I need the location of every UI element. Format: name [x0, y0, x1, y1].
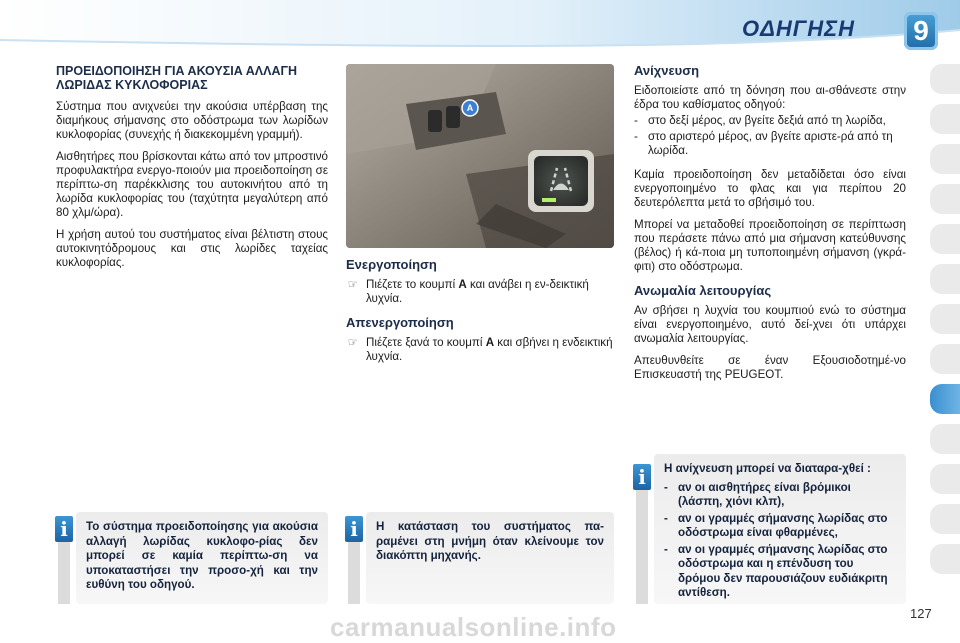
chapter-title: ΟΔΗΓΗΣΗ [742, 16, 855, 41]
note-bar [348, 534, 360, 604]
right-column [634, 64, 906, 390]
detection-title: Ανίχνευση [634, 63, 700, 78]
page-number: 127 [910, 606, 932, 621]
intro-paragraph: Σύστημα που ανιχνεύει την ακούσια υπέρβαση της διαμήκους σήμανσης στο οδόστρωμα των λωρίδων κυκλοφορίας (συνεχής ή διακεκομμένη γραμμή). [56, 100, 328, 141]
chapter-tab[interactable] [930, 344, 960, 374]
activation-text-post: και ανάβει η εν-δεικτική λυχνία. [366, 278, 589, 305]
chapter-tab[interactable] [930, 464, 960, 494]
memory-note [366, 512, 614, 604]
dealer-paragraph: Απευθυνθείτε σε έναν Εξουσιοδοτημέ-νο Επισκευαστή της PEUGEOT. [634, 354, 906, 381]
chapter-tab-active[interactable] [930, 384, 960, 414]
detection-disturbance-note [654, 454, 906, 604]
dashboard-illustration [346, 64, 614, 248]
section-title: ΠΡΟΕΙΔΟΠΟΙΗΣΗ ΓΙΑ ΑΚΟΥΣΙΑ ΑΛΛΑΓΗ ΛΩΡΙΔΑΣ ΚΥΚΛΟΦΟΡΙΑΣ [56, 64, 298, 92]
note-text: Το σύστημα προειδοποίησης για ακούσια αλλαγή λωρίδας κυκλοφο-ρίας δεν μπορεί σε καμία περίπτω-ση να υποκαταστήσει την προσο-χή και την ευθύνη του οδηγού. [86, 520, 318, 591]
indicator-paragraph: Καμία προειδοποίηση δεν μεταδίδεται όσο είναι ενεργοποιημένο το φλας και για περίπου 20 δευτερόλεπτα μετά το σβήσιμό του. [634, 168, 906, 209]
chapter-tab[interactable] [930, 144, 960, 174]
activation-title: Ενεργοποίηση [346, 257, 437, 272]
chapter-tabs [930, 64, 960, 584]
note-text: Η κατάσταση του συστήματος πα-ραμένει στη μνήμη όταν κλείνουμε τον διακόπτη μηχανής. [376, 520, 604, 562]
hand-pointer-icon: ☞ [347, 336, 359, 349]
left-column [56, 64, 328, 278]
note-item: - αν οι γραμμές σήμανσης λωρίδας στο οδόστρωμα είναι φθαρμένες, [664, 511, 888, 539]
note-intro: Η ανίχνευση μπορεί να διαταρα-χθεί : [664, 462, 871, 475]
deactivation-step [346, 336, 614, 364]
malfunction-title: Ανωμαλία λειτουργίας [634, 283, 772, 298]
activation-text-pre: Πιέζετε το κουμπί [366, 278, 456, 291]
marking-paragraph: Μπορεί να μεταδοθεί προειδοποίηση σε περίπτωση που περάσετε πάνω από μια σήμανση κατεύθυνσης (βέλος) ή κά-ποια μη τυποποιημένη σήμανση (γκρά-φιτι) στο οδόστρωμα. [634, 218, 906, 273]
sensor-paragraph: Αισθητήρες που βρίσκονται κάτω από τον μπροστινό προφυλακτήρα ενεργο-ποιούν μια προειδοποίηση σε περίπτω-ση παρέκκλισης του αυτοκινήτου από τη λωρίδα κυκλοφορίας του (ταχύτητα μεγαλύτερη από 80 χλμ/ώρα). [56, 150, 328, 219]
driver-responsibility-note [76, 512, 328, 604]
deactivation-text-post: και σβήνει η ενδεικτική λυχνία. [366, 336, 613, 363]
usage-paragraph: Η χρήση αυτού του συστήματος είναι βέλτιστη στους αυτοκινητόδρομους και στις λωρίδες ταχείας κυκλοφορίας. [56, 228, 328, 269]
info-icon: i [345, 516, 363, 542]
hand-pointer-icon: ☞ [347, 278, 359, 291]
note-bar [636, 480, 648, 604]
chapter-tab[interactable] [930, 184, 960, 214]
button-letter-a: A [485, 336, 495, 349]
chapter-tab[interactable] [930, 544, 960, 574]
detection-intro: Ειδοποιείστε από τη δόνηση που αι-σθάνεστε στην έδρα του καθίσματος οδηγού: [634, 84, 906, 111]
photo-label-a: A [466, 103, 474, 113]
deactivation-title: Απενεργοποίηση [346, 315, 454, 330]
button-location-photo [346, 64, 614, 248]
note-item: - αν οι γραμμές σήμανσης λωρίδας στο οδόστρωμα και η επένδυση του δρόμου δεν παρουσιάζουν ευδιάκριτη αντίθεση. [664, 542, 888, 599]
button-letter-a: A [458, 278, 467, 291]
chapter-tab[interactable] [930, 104, 960, 134]
deactivation-text-pre: Πιέζετε ξανά το κουμπί [366, 336, 483, 349]
middle-column [346, 258, 614, 374]
detection-item: - στο αριστερό μέρος, αν βγείτε αριστε-ρά από τη λωρίδα. [634, 130, 893, 157]
chapter-tab[interactable] [930, 64, 960, 94]
info-icon: i [55, 516, 73, 542]
chapter-tab[interactable] [930, 424, 960, 454]
watermark: carmanualsonline.info [330, 612, 617, 642]
activation-step [346, 278, 614, 306]
info-icon: i [633, 464, 651, 490]
chapter-tab[interactable] [930, 264, 960, 294]
note-item: - αν οι αισθητήρες είναι βρόμικοι (λάσπη, χιόνι κλπ), [664, 480, 851, 508]
detection-item: - στο δεξί μέρος, αν βγείτε δεξιά από τη λωρίδα, [634, 114, 886, 127]
chapter-tab[interactable] [930, 304, 960, 334]
chapter-number-badge: 9 [904, 12, 938, 50]
chapter-tab[interactable] [930, 224, 960, 254]
chapter-tab[interactable] [930, 504, 960, 534]
note-bar [58, 534, 70, 604]
malfunction-paragraph: Αν σβήσει η λυχνία του κουμπιού ενώ το σύστημα είναι ενεργοποιημένο, αυτό δεί-χνει ότι υπάρχει ανωμαλία λειτουργίας. [634, 304, 906, 345]
